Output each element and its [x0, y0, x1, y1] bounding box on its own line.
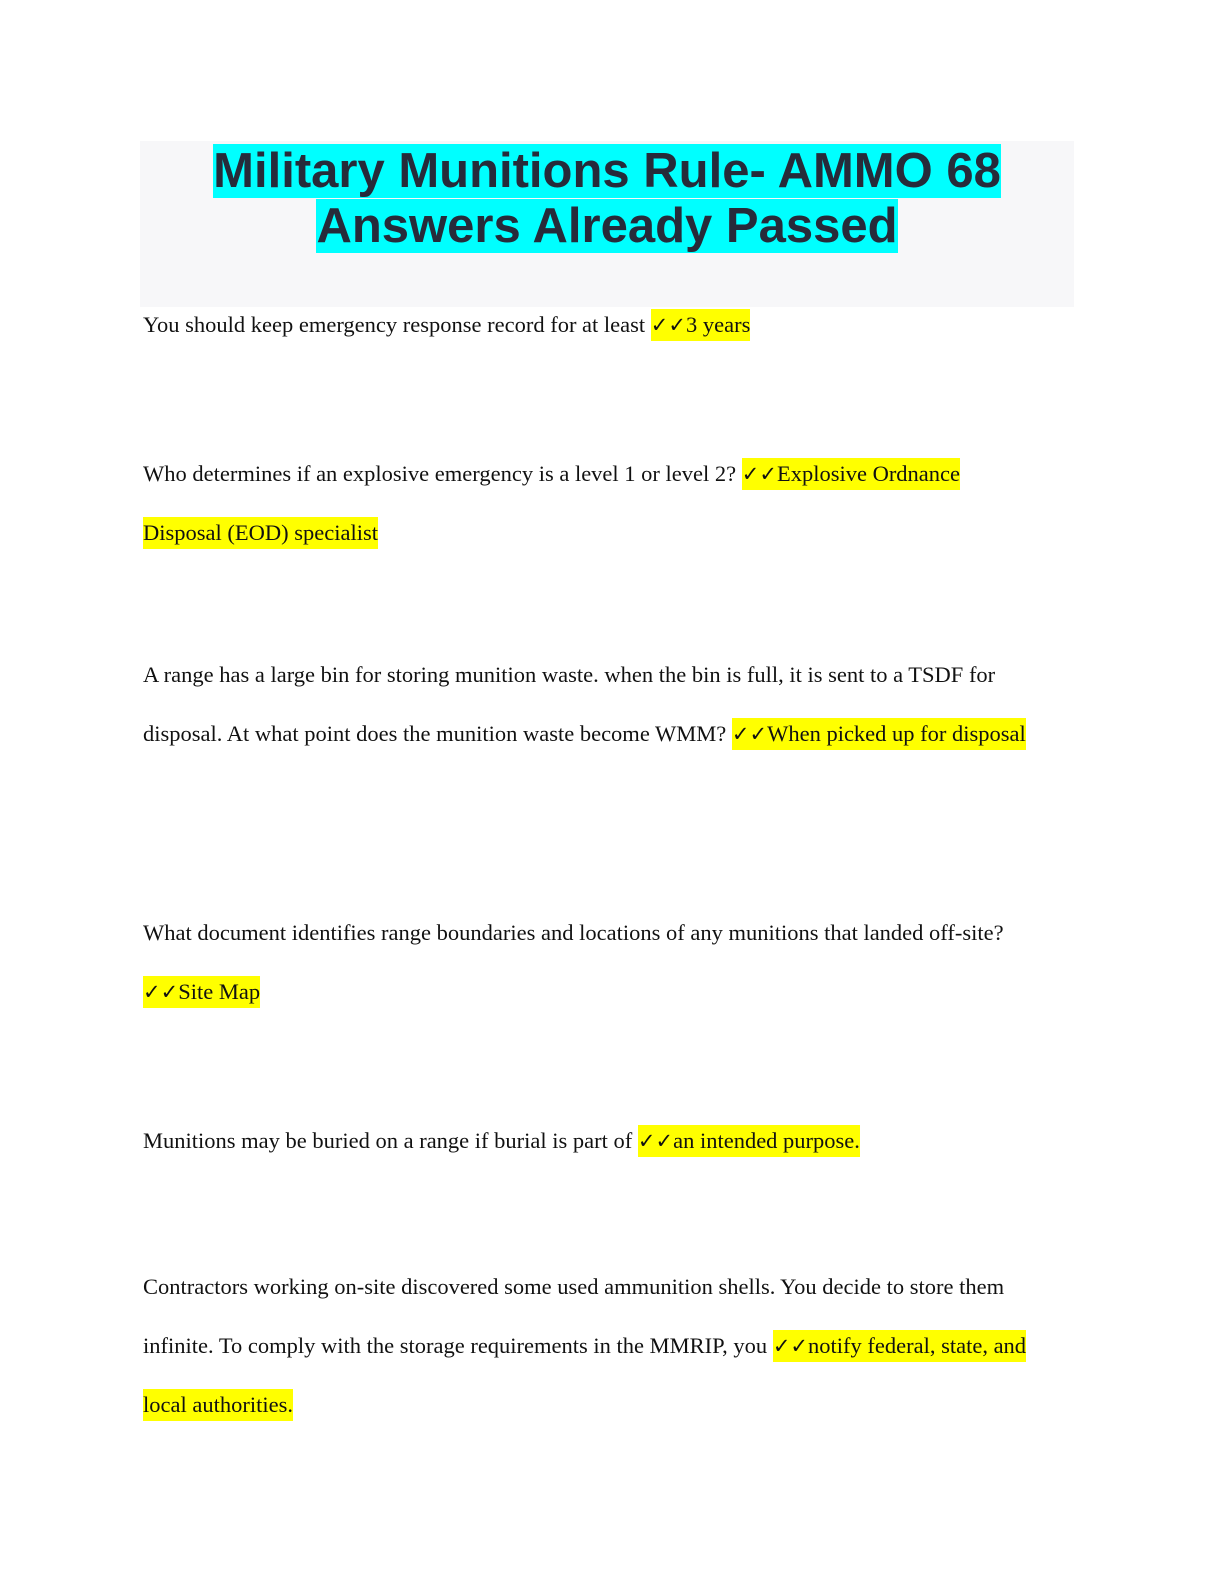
title-line-1 — [140, 143, 1074, 199]
qa-item-6 — [143, 1257, 1073, 1434]
title-line-2 — [140, 198, 1074, 254]
qa-item-1 — [143, 295, 1073, 354]
title-text-1: Military Munitions Rule- AMMO 68 — [213, 144, 1001, 198]
qa-item-4 — [143, 903, 1058, 1021]
answer-text: Site Map — [178, 979, 261, 1004]
question-text: Who determines if an explosive emergency is a level 1 or level 2? — [143, 461, 742, 486]
double-check-icon: ✓✓ — [637, 1129, 674, 1153]
answer-text: an intended purpose. — [673, 1128, 860, 1153]
question-text: Contractors working on-site discovered some used ammunition shells. You decide to store them infinite. To comply with the storage requirements in the MMRIP, you — [143, 1274, 1005, 1358]
answer-highlight — [638, 1125, 860, 1157]
answer-text: When picked up for disposal — [767, 721, 1026, 746]
answer-text: Explosive Ordnance Disposal (EOD) specialist — [143, 461, 961, 545]
question-text: Munitions may be buried on a range if burial is part of — [143, 1128, 638, 1153]
title-text-2: Answers Already Passed — [316, 199, 898, 253]
question-text: What document identifies range boundaries and locations of any munitions that landed off-site? — [143, 920, 1004, 945]
qa-item-2 — [143, 444, 1023, 562]
double-check-icon: ✓✓ — [741, 462, 777, 486]
question-text: A range has a large bin for storing munition waste. when the bin is full, it is sent to a TSDF for disposal. At what point does the munition waste become WMM? — [143, 662, 996, 746]
title-banner — [140, 141, 1074, 307]
answer-text: 3 years — [685, 312, 751, 337]
double-check-icon: ✓✓ — [772, 1334, 809, 1358]
double-check-icon: ✓✓ — [650, 313, 686, 337]
question-text: You should keep emergency response record for at least — [143, 312, 651, 337]
double-check-icon: ✓✓ — [143, 980, 179, 1004]
answer-highlight — [732, 718, 1026, 750]
qa-item-3 — [143, 645, 1063, 763]
qa-item-5 — [143, 1111, 1073, 1170]
answer-text: notify federal, state, and local authorities. — [143, 1333, 1027, 1417]
answer-highlight — [651, 309, 751, 341]
double-check-icon: ✓✓ — [731, 722, 768, 746]
answer-highlight — [143, 976, 260, 1008]
